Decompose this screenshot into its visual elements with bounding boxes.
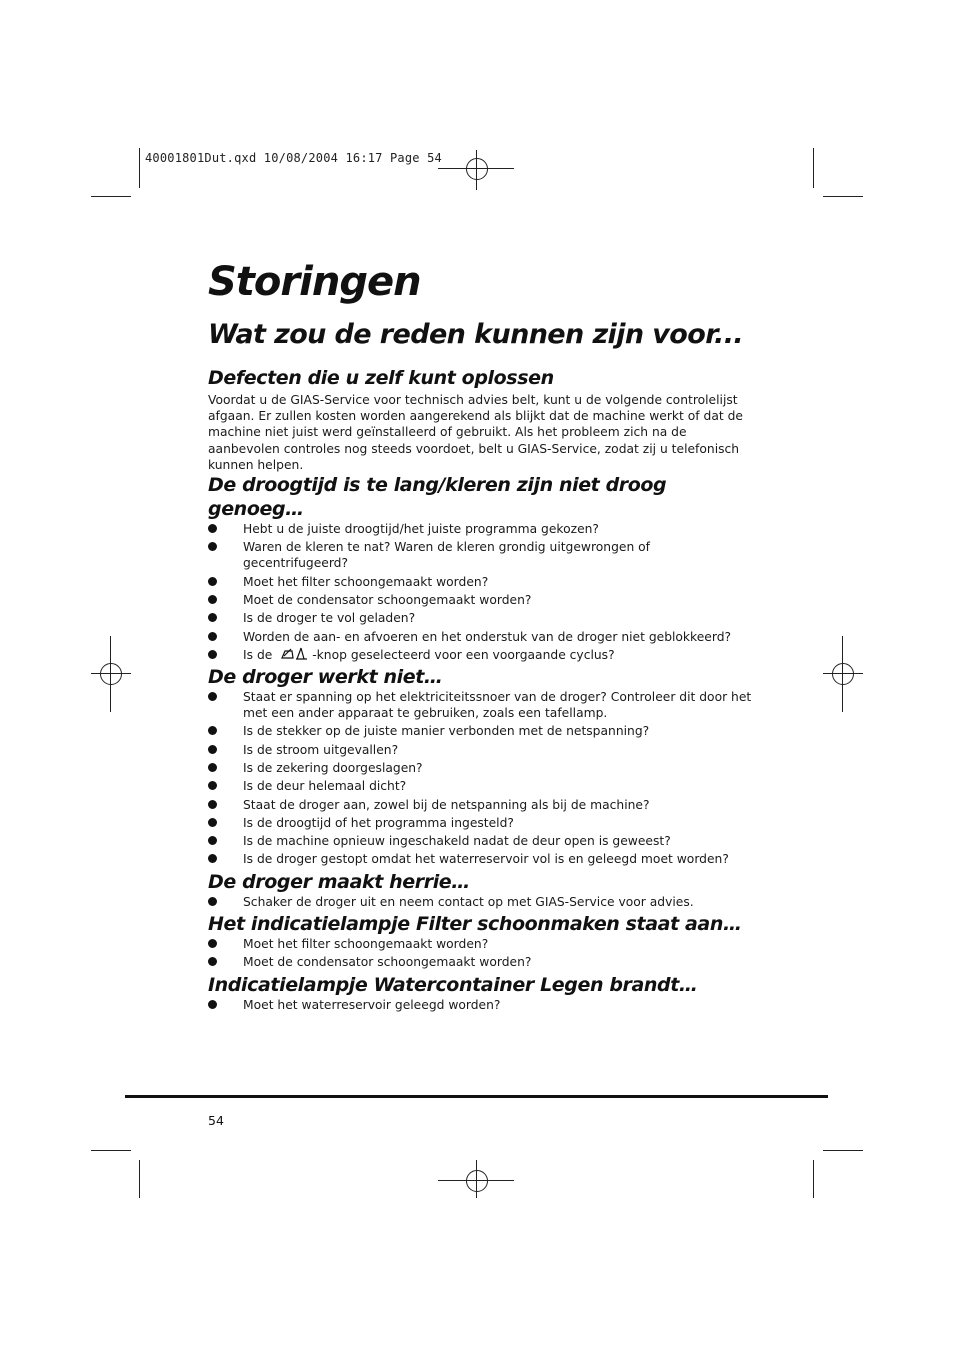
bullet-icon [208, 632, 217, 641]
list-item: Is de stroom uitgevallen? [208, 742, 753, 758]
bullet-icon [208, 613, 217, 622]
list-item: Is de zekering doorgeslagen? [208, 760, 753, 776]
crop-mark [139, 1160, 140, 1198]
checklist-water-container [208, 997, 753, 1013]
intro-paragraph: Voordat u de GIAS-Service voor technisch advies belt, kunt u de volgende controlelijst afgaan. Er zullen kosten worden aangerekend als blijkt dat de machine werkt of dat de machine niet juist werd geïnstalleerd of gebruikt. Als het probleem zich na de aanbevolen controles nog steeds voordoet, belt u GIAS-Service, zodat zij u telefonisch kunnen helpen. [208, 393, 743, 472]
section-heading-not-working: De droger werkt niet… [208, 666, 443, 689]
crop-mark [823, 1150, 863, 1151]
bullet-icon [208, 745, 217, 754]
list-item: Waren de kleren te nat? Waren de kleren grondig uitgewrongen of gecentrifugeerd? [208, 539, 753, 571]
list-item: Is de deur helemaal dicht? [208, 778, 753, 794]
footer-rule [125, 1095, 828, 1098]
list-item: Is de droogtijd of het programma ingesteld? [208, 815, 753, 831]
bullet-icon [208, 818, 217, 827]
list-item: Moet het filter schoongemaakt worden? [208, 936, 753, 952]
page-title: Storingen [208, 259, 421, 305]
bullet-icon [208, 1000, 217, 1009]
bullet-icon [208, 800, 217, 809]
bullet-icon [208, 939, 217, 948]
list-item: Worden de aan- en afvoeren en het onderstuk van de droger niet geblokkeerd? [208, 629, 753, 645]
list-item: Hebt u de juiste droogtijd/het juiste programma gekozen? [208, 521, 753, 537]
list-item: Staat de droger aan, zowel bij de netspanning als bij de machine? [208, 797, 753, 813]
crop-mark [139, 148, 140, 188]
bullet-icon [208, 854, 217, 863]
bullet-icon [208, 650, 217, 659]
list-item: Is de droger gestopt omdat het waterreservoir vol is en geleegd moet worden? [208, 851, 753, 867]
bullet-icon [208, 577, 217, 586]
page-number: 54 [208, 1113, 224, 1128]
list-item: Moet het waterreservoir geleegd worden? [208, 997, 753, 1013]
list-item: Is de droger te vol geladen? [208, 610, 753, 626]
crop-mark [823, 196, 863, 197]
registration-circle [832, 663, 854, 685]
checklist-not-working [208, 689, 753, 867]
bullet-icon [208, 781, 217, 790]
print-slug: 40001801Dut.qxd 10/08/2004 16:17 Page 54 [145, 151, 442, 165]
bullet-icon [208, 897, 217, 906]
registration-circle [100, 663, 122, 685]
bullet-icon [208, 726, 217, 735]
list-item: Is de machine opnieuw ingeschakeld nadat de deur open is geweest? [208, 833, 753, 849]
bullet-icon [208, 542, 217, 551]
list-item: Moet het filter schoongemaakt worden? [208, 574, 753, 590]
list-item: Is de -knop geselecteerd voor een voorgaande cyclus? [208, 647, 753, 663]
checklist-noise [208, 894, 753, 910]
registration-circle [466, 1170, 488, 1192]
section-heading-filter-light: Het indicatielampje Filter schoonmaken staat aan… [208, 913, 742, 936]
list-item: Schaker de droger uit en neem contact op met GIAS-Service voor advies. [208, 894, 753, 910]
checklist-filter-light [208, 936, 753, 970]
bullet-icon [208, 957, 217, 966]
section-heading-drying-time: De droogtijd is te lang/kleren zijn niet droog genoeg… [208, 474, 667, 521]
checklist-drying-time [208, 521, 753, 663]
section-heading-water-container: Indicatielampje Watercontainer Legen brandt… [208, 973, 698, 996]
crop-mark [91, 196, 131, 197]
crop-mark [91, 1150, 131, 1151]
list-item: Moet de condensator schoongemaakt worden? [208, 592, 753, 608]
iron-delicate-icon [280, 647, 310, 661]
page-subtitle: Wat zou de reden kunnen zijn voor... [208, 319, 744, 350]
crop-mark [813, 1160, 814, 1198]
list-item: Is de stekker op de juiste manier verbonden met de netspanning? [208, 723, 753, 739]
bullet-icon [208, 763, 217, 772]
registration-circle [466, 158, 488, 180]
list-item: Staat er spanning op het elektriciteitssnoer van de droger? Controleer dit door het met een ander apparaat te gebruiken, zoals een tafellamp. [208, 689, 753, 721]
section-heading-intro: Defecten die u zelf kunt oplossen [208, 367, 554, 389]
section-heading-noise: De droger maakt herrie… [208, 870, 470, 893]
bullet-icon [208, 524, 217, 533]
page-content [208, 258, 753, 1015]
bullet-icon [208, 692, 217, 701]
list-item: Moet de condensator schoongemaakt worden? [208, 954, 753, 970]
bullet-icon [208, 836, 217, 845]
crop-mark [813, 148, 814, 188]
bullet-icon [208, 595, 217, 604]
